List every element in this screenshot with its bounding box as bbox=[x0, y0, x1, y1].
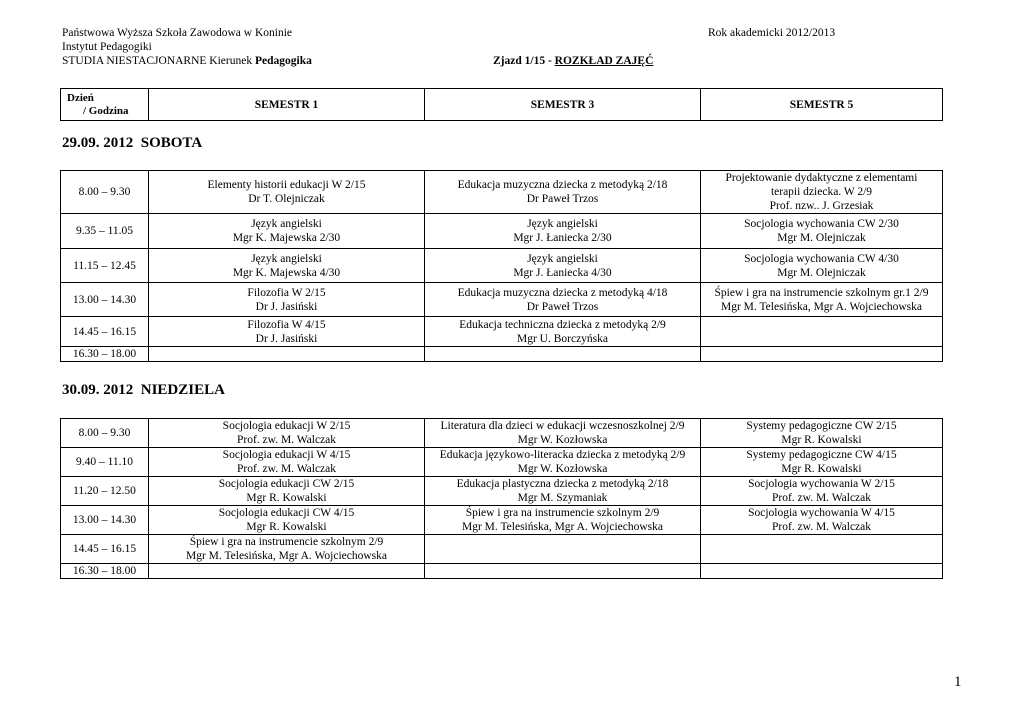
day2-title bbox=[62, 382, 225, 399]
class-cell-s5 bbox=[701, 283, 943, 317]
class-subject: Systemy pedagogiczne CW 4/15 bbox=[746, 449, 897, 461]
class-detail: Mgr W. Kozłowska bbox=[517, 434, 608, 446]
time-slot: 11.20 – 12.50 bbox=[61, 477, 149, 506]
class-detail: terapii dziecka. W 2/9 bbox=[770, 186, 873, 198]
class-detail: Dr Paweł Trzos bbox=[526, 300, 599, 313]
column-header-table bbox=[60, 88, 943, 121]
class-cell-s1 bbox=[149, 317, 425, 347]
class-cell-s5 bbox=[701, 477, 943, 506]
class-detail: Mgr R. Kowalski bbox=[781, 434, 862, 446]
schedule-row bbox=[61, 506, 943, 535]
time-slot: 14.45 – 16.15 bbox=[61, 317, 149, 347]
class-detail: Mgr R. Kowalski bbox=[246, 492, 327, 504]
class-subject: Edukacja plastyczna dziecka z metodyką 2/18 bbox=[456, 478, 669, 490]
class-cell-s5 bbox=[701, 249, 943, 283]
class-cell-s3 bbox=[425, 448, 701, 477]
class-cell-s5 bbox=[701, 448, 943, 477]
class-subject: Socjologia edukacji W 4/15 bbox=[222, 449, 351, 461]
class-detail: Prof. nzw.. J. Grzesiak bbox=[769, 200, 874, 212]
class-cell-s1 bbox=[149, 283, 425, 317]
class-detail: Mgr M. Telesińska, Mgr A. Wojciechowska bbox=[721, 300, 922, 313]
time-slot: 13.00 – 14.30 bbox=[61, 506, 149, 535]
class-cell-s3 bbox=[425, 506, 701, 535]
time-slot: 13.00 – 14.30 bbox=[61, 283, 149, 317]
class-cell-s5 bbox=[701, 535, 943, 564]
time-slot: 16.30 – 18.00 bbox=[61, 564, 149, 579]
schedule-row bbox=[61, 448, 943, 477]
class-subject: Edukacja językowo-literacka dziecka z metodyką 2/9 bbox=[439, 449, 686, 461]
class-subject: Socjologia edukacji CW 4/15 bbox=[218, 507, 355, 519]
schedule-row bbox=[61, 171, 943, 214]
class-detail: Mgr K. Majewska 4/30 bbox=[232, 266, 341, 279]
class-subject: Śpiew i gra na instrumencie szkolnym 2/9 bbox=[465, 507, 660, 519]
class-cell-s3 bbox=[425, 535, 701, 564]
class-subject: Socjologia wychowania CW 4/30 bbox=[744, 252, 899, 265]
class-detail: Dr T. Olejniczak bbox=[248, 193, 325, 205]
class-cell-s1 bbox=[149, 171, 425, 214]
page-number: 1 bbox=[954, 674, 962, 690]
class-detail: Mgr M. Szymaniak bbox=[517, 492, 608, 504]
class-subject: Literatura dla dzieci w edukacji wczesnoszkolnej 2/9 bbox=[440, 420, 685, 432]
class-cell-s1 bbox=[149, 249, 425, 283]
time-slot: 8.00 – 9.30 bbox=[61, 171, 149, 214]
time-slot: 16.30 – 18.00 bbox=[61, 347, 149, 362]
day1-date: 29.09. 2012 bbox=[62, 135, 134, 151]
class-cell-s3 bbox=[425, 347, 701, 362]
class-subject: Edukacja techniczna dziecka z metodyką 2/9 bbox=[459, 318, 666, 331]
schedule-title: ROZKŁAD ZAJĘĆ bbox=[554, 55, 654, 67]
class-cell-s3 bbox=[425, 214, 701, 249]
class-cell-s3 bbox=[425, 171, 701, 214]
class-cell-s3 bbox=[425, 564, 701, 579]
class-cell-s1 bbox=[149, 214, 425, 249]
class-detail: Prof. zw. M. Walczak bbox=[236, 463, 337, 475]
class-detail: Mgr R. Kowalski bbox=[246, 521, 327, 533]
class-cell-s1 bbox=[149, 419, 425, 448]
class-cell-s5 bbox=[701, 317, 943, 347]
class-cell-s1 bbox=[149, 564, 425, 579]
class-cell-s1 bbox=[149, 535, 425, 564]
session-line bbox=[493, 54, 653, 68]
class-detail: Dr J. Jasiński bbox=[255, 300, 318, 313]
class-cell-s5 bbox=[701, 419, 943, 448]
class-cell-s5 bbox=[701, 347, 943, 362]
day2-date: 30.09. 2012 bbox=[62, 382, 134, 398]
class-cell-s1 bbox=[149, 477, 425, 506]
schedule-row bbox=[61, 347, 943, 362]
class-detail: Prof. zw. M. Walczak bbox=[771, 521, 872, 533]
class-detail: Mgr W. Kozłowska bbox=[517, 463, 608, 475]
studies-prefix: STUDIA NIESTACJONARNE Kierunek bbox=[62, 55, 255, 67]
semester-5-header: SEMESTR 5 bbox=[701, 89, 943, 121]
class-detail: Mgr K. Majewska 2/30 bbox=[232, 232, 341, 244]
class-subject: Filozofia W 4/15 bbox=[247, 318, 326, 331]
class-detail: Mgr J. Łaniecka 2/30 bbox=[513, 232, 612, 244]
class-cell-s1 bbox=[149, 347, 425, 362]
time-slot: 8.00 – 9.30 bbox=[61, 419, 149, 448]
class-subject: Elementy historii edukacji W 2/15 bbox=[207, 179, 366, 191]
class-subject: Język angielski bbox=[527, 218, 598, 230]
class-subject: Projektowanie dydaktyczne z elementami bbox=[725, 172, 918, 184]
class-detail: Mgr M. Olejniczak bbox=[777, 232, 866, 244]
schedule-row bbox=[61, 249, 943, 283]
class-cell-s3 bbox=[425, 317, 701, 347]
time-slot: 9.40 – 11.10 bbox=[61, 448, 149, 477]
class-detail: Mgr M. Telesińska, Mgr A. Wojciechowska bbox=[462, 521, 663, 533]
class-subject: Śpiew i gra na instrumencie szkolnym gr.1 2/9 bbox=[714, 286, 929, 299]
schedule-row bbox=[61, 214, 943, 249]
class-subject: Edukacja muzyczna dziecka z metodyką 2/18 bbox=[457, 179, 668, 191]
day2-name: NIEDZIELA bbox=[140, 382, 225, 398]
class-cell-s5 bbox=[701, 171, 943, 214]
class-subject: Filozofia W 2/15 bbox=[247, 286, 326, 299]
day1-name: SOBOTA bbox=[140, 135, 203, 151]
day-header: Dzień bbox=[67, 91, 94, 104]
class-cell-s5 bbox=[701, 214, 943, 249]
schedule-row bbox=[61, 535, 943, 564]
schedule-row bbox=[61, 477, 943, 506]
day1-title bbox=[62, 135, 202, 152]
class-subject: Socjologia edukacji W 2/15 bbox=[222, 420, 351, 432]
schedule-row bbox=[61, 317, 943, 347]
class-cell-s3 bbox=[425, 249, 701, 283]
session-label: Zjazd 1/15 - bbox=[493, 55, 555, 67]
class-subject: Śpiew i gra na instrumencie szkolnym 2/9 bbox=[189, 536, 384, 548]
class-subject: Socjologia wychowania CW 2/30 bbox=[744, 218, 899, 230]
studies-field: Pedagogika bbox=[254, 55, 312, 67]
class-detail: Dr J. Jasiński bbox=[255, 332, 318, 345]
class-detail: Mgr J. Łaniecka 4/30 bbox=[513, 266, 612, 279]
school-name: Państwowa Wyższa Szkoła Zawodowa w Koninie bbox=[62, 27, 292, 39]
schedule-row bbox=[61, 283, 943, 317]
class-detail: Mgr M. Olejniczak bbox=[777, 266, 866, 279]
day1-schedule-table bbox=[60, 170, 943, 362]
class-subject: Język angielski bbox=[251, 218, 322, 230]
class-subject: Socjologia wychowania W 2/15 bbox=[748, 478, 895, 490]
class-detail: Dr Paweł Trzos bbox=[526, 193, 599, 205]
class-subject: Socjologia wychowania W 4/15 bbox=[748, 507, 895, 519]
class-subject: Edukacja muzyczna dziecka z metodyką 4/18 bbox=[457, 286, 668, 299]
class-cell-s1 bbox=[149, 448, 425, 477]
class-subject: Socjologia edukacji CW 2/15 bbox=[218, 478, 355, 490]
class-detail: Mgr U. Borczyńska bbox=[516, 332, 609, 345]
time-slot: 11.15 – 12.45 bbox=[61, 249, 149, 283]
class-subject: Systemy pedagogiczne CW 2/15 bbox=[746, 420, 897, 432]
class-cell-s5 bbox=[701, 506, 943, 535]
class-cell-s3 bbox=[425, 419, 701, 448]
semester-1-header: SEMESTR 1 bbox=[149, 89, 425, 121]
schedule-row bbox=[61, 419, 943, 448]
class-cell-s3 bbox=[425, 477, 701, 506]
class-cell-s5 bbox=[701, 564, 943, 579]
class-subject: Język angielski bbox=[251, 252, 322, 265]
studies-line bbox=[62, 54, 312, 68]
class-subject: Język angielski bbox=[527, 252, 598, 265]
day2-schedule-table bbox=[60, 418, 943, 579]
class-detail: Mgr R. Kowalski bbox=[781, 463, 862, 475]
semester-3-header: SEMESTR 3 bbox=[425, 89, 701, 121]
schedule-row bbox=[61, 564, 943, 579]
institute-name: Instytut Pedagogiki bbox=[62, 41, 152, 53]
class-detail: Mgr M. Telesińska, Mgr A. Wojciechowska bbox=[186, 550, 387, 562]
class-cell-s3 bbox=[425, 283, 701, 317]
class-detail: Prof. zw. M. Walczak bbox=[771, 492, 872, 504]
time-slot: 14.45 – 16.15 bbox=[61, 535, 149, 564]
class-cell-s1 bbox=[149, 506, 425, 535]
hour-header: / Godzina bbox=[83, 104, 129, 117]
day-hour-header bbox=[61, 89, 149, 121]
academic-year: Rok akademicki 2012/2013 bbox=[708, 27, 836, 39]
time-slot: 9.35 – 11.05 bbox=[61, 214, 149, 249]
class-detail: Prof. zw. M. Walczak bbox=[236, 434, 337, 446]
